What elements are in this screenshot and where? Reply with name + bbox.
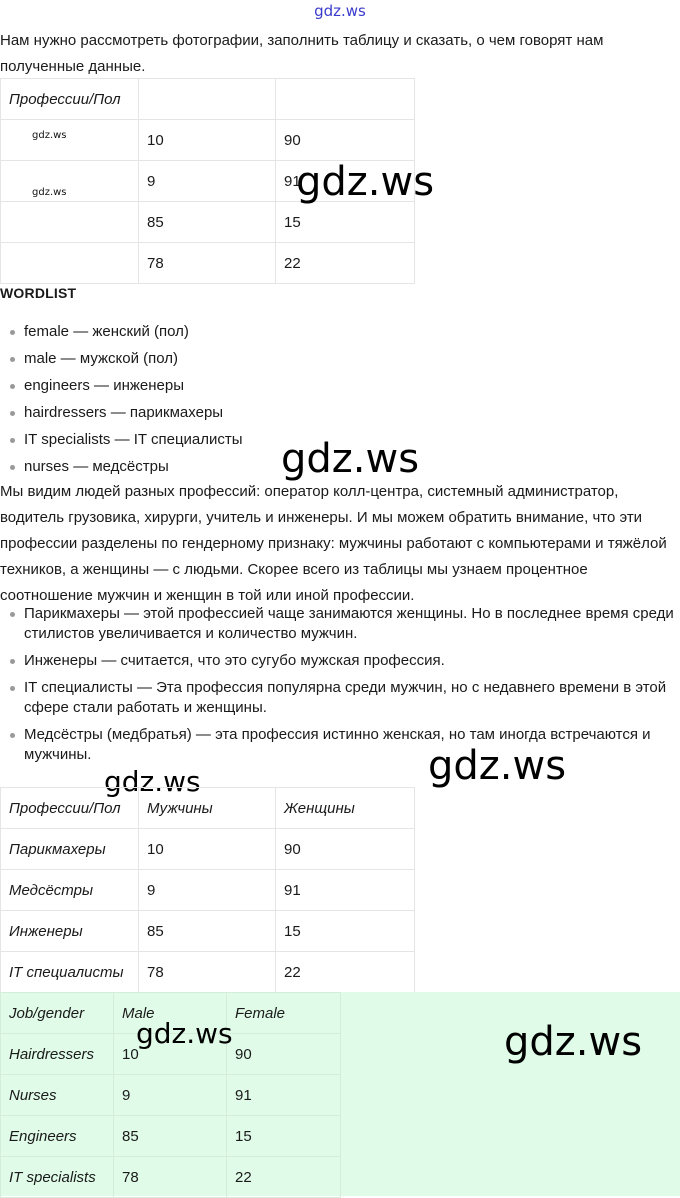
watermark: gdz.ws xyxy=(136,1017,233,1050)
table-cell: 90 xyxy=(227,1034,341,1075)
table-cell xyxy=(1,243,139,284)
list-item: IT специалисты — Эта профессия популярна среди мужчин, но с недавнего времени в этой сфере стали работать и женщины. xyxy=(0,678,680,718)
mini-logo: gdz.ws xyxy=(32,187,67,198)
table-cell: 9 xyxy=(114,1075,227,1116)
table-header-cell xyxy=(139,79,276,120)
table-cell-image-placeholder xyxy=(1,161,139,202)
table-header-cell: Male xyxy=(114,993,227,1034)
table-row xyxy=(1,870,415,911)
table-row xyxy=(1,1116,341,1157)
wordlist-heading: WORDLIST xyxy=(0,285,77,301)
list-item: nurses — медсёстры xyxy=(0,453,243,480)
table-header-cell: Мужчины xyxy=(139,788,276,829)
table-cell: 22 xyxy=(276,243,415,284)
table-header-cell: Женщины xyxy=(276,788,415,829)
table-row xyxy=(1,243,415,284)
list-item: male — мужской (пол) xyxy=(0,345,243,372)
table-cell-image-placeholder xyxy=(1,120,139,161)
watermark: gdz.ws xyxy=(504,1019,643,1065)
table-row xyxy=(1,1075,341,1116)
table-cell: 85 xyxy=(139,911,276,952)
table-row xyxy=(1,788,415,829)
table-cell: 9 xyxy=(139,870,276,911)
table-header-cell: Профессии/Пол xyxy=(1,79,139,120)
table-cell: 15 xyxy=(276,202,415,243)
table-cell: 10 xyxy=(139,829,276,870)
list-item: Медсёстры (медбратья) — эта профессия истинно женская, но там иногда встречаются и мужчины. xyxy=(0,725,680,765)
table-cell: 78 xyxy=(139,243,276,284)
table-cell: Медсёстры xyxy=(1,870,139,911)
table-header-cell: Job/gender xyxy=(1,993,114,1034)
table-header-cell xyxy=(276,79,415,120)
table-header-cell: Female xyxy=(227,993,341,1034)
list-item: Парикмахеры — этой профессией чаще занимаются женщины. Но в последнее время среди стилистов увеличивается и количество мужчин. xyxy=(0,604,680,644)
table-cell: Hairdressers xyxy=(1,1034,114,1075)
table-row xyxy=(1,829,415,870)
analysis-paragraph: Мы видим людей разных профессий: оператор колл-центра, системный администратор, водитель грузовика, хирурги, учитель и инженеры. И мы можем обратить внимание, что эти профессии разделены по гендерному признаку: мужчины работают с компьютерами и тяжёлой техников, а женщины — с людьми. Скорее всего из таблицы мы узнаем процентное соотношение мужчин и женщин в той или иной профессии. xyxy=(0,483,667,604)
list-item: IT specialists — IT специалисты xyxy=(0,426,243,453)
list-item: engineers — инженеры xyxy=(0,372,243,399)
mini-logo: gdz.ws xyxy=(32,130,67,141)
table-row xyxy=(1,79,415,120)
table-cell xyxy=(1,202,139,243)
table-cell: 91 xyxy=(276,161,415,202)
table-cell: 10 xyxy=(139,120,276,161)
table-cell: 85 xyxy=(139,202,276,243)
wordlist xyxy=(0,318,243,480)
table-header-cell: Профессии/Пол xyxy=(1,788,139,829)
list-item: Инженеры — считается, что это сугубо мужская профессия. xyxy=(0,651,680,671)
table-cell: 15 xyxy=(227,1116,341,1157)
table-cell: 15 xyxy=(276,911,415,952)
list-item: female — женский (пол) xyxy=(0,318,243,345)
table-cell: 22 xyxy=(227,1157,341,1198)
table-cell: 78 xyxy=(139,952,276,993)
table-cell: Nurses xyxy=(1,1075,114,1116)
watermark: gdz.ws xyxy=(428,743,567,789)
notes-list xyxy=(0,604,680,772)
list-item: hairdressers — парикмахеры xyxy=(0,399,243,426)
table-cell: IT специалисты xyxy=(1,952,139,993)
table-cell: Engineers xyxy=(1,1116,114,1157)
intro-text: Нам нужно рассмотреть фотографии, заполнить таблицу и сказать, о чем говорят нам полученные данные. xyxy=(0,32,604,75)
watermark: gdz.ws xyxy=(281,436,420,482)
table-cell: 78 xyxy=(114,1157,227,1198)
table-row xyxy=(1,202,415,243)
gender-table-ru xyxy=(0,787,415,993)
watermark: gdz.ws xyxy=(296,159,435,205)
table-cell: 22 xyxy=(276,952,415,993)
table-cell: 9 xyxy=(139,161,276,202)
table-row xyxy=(1,1157,341,1198)
table-cell: 10 xyxy=(114,1034,227,1075)
table-cell: Инженеры xyxy=(1,911,139,952)
site-logo[interactable]: gdz.ws xyxy=(314,2,366,20)
table-cell: Парикмахеры xyxy=(1,829,139,870)
table-cell: IT specialists xyxy=(1,1157,114,1198)
table-row xyxy=(1,911,415,952)
watermark: gdz.ws xyxy=(104,765,201,798)
table-cell: 90 xyxy=(276,829,415,870)
table-cell: 90 xyxy=(276,120,415,161)
table-row xyxy=(1,120,415,161)
table-cell: 91 xyxy=(276,870,415,911)
table-cell: 91 xyxy=(227,1075,341,1116)
table-row xyxy=(1,952,415,993)
table-cell: 85 xyxy=(114,1116,227,1157)
